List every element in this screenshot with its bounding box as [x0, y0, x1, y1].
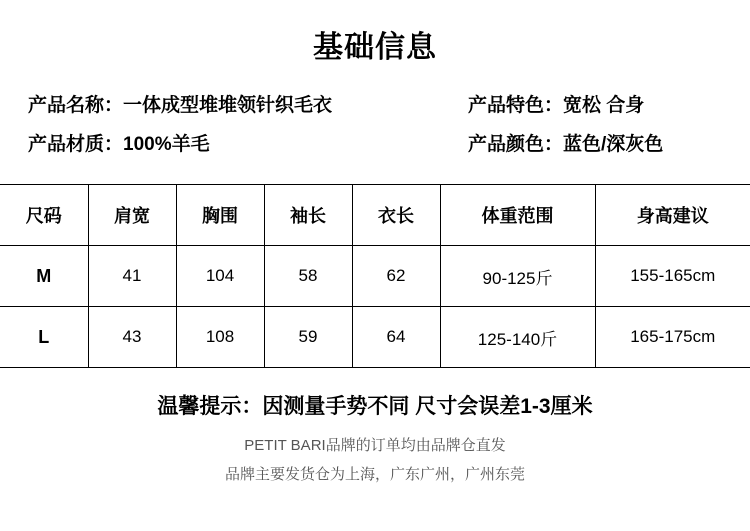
table-cell: 41: [88, 246, 176, 307]
basic-info-block: [0, 84, 750, 178]
table-cell: 59: [264, 307, 352, 368]
product-name-label: 产品名称：: [28, 95, 124, 116]
table-row: [0, 307, 750, 368]
table-header-cell: 身高建议: [595, 185, 750, 246]
table-header-cell: 胸围: [176, 185, 264, 246]
table-cell: 104: [176, 246, 264, 307]
info-row: [28, 129, 722, 156]
product-material-cell: [28, 129, 468, 156]
table-cell: 125-140斤: [440, 307, 595, 368]
shipping-note-warehouse: 品牌主要发货仓为上海，广东广州，广州东莞: [224, 466, 525, 483]
product-color-value: 蓝色/深灰色: [563, 134, 664, 155]
product-material-value: 100%羊毛: [123, 134, 210, 155]
table-cell: 155-165cm: [595, 246, 750, 307]
table-cell: 43: [88, 307, 176, 368]
product-name-cell: [28, 90, 468, 117]
table-cell: 90-125斤: [440, 246, 595, 307]
table-cell: M: [0, 246, 88, 307]
product-color-cell: [468, 129, 722, 156]
table-header-cell: 衣长: [352, 185, 440, 246]
table-cell: 62: [352, 246, 440, 307]
measurement-tip: 温馨提示：因测量手势不同 尺寸会误差1-3厘米: [157, 395, 593, 418]
table-header-cell: 袖长: [264, 185, 352, 246]
table-cell: 165-175cm: [595, 307, 750, 368]
info-row: [28, 90, 722, 117]
table-cell: 64: [352, 307, 440, 368]
table-header-cell: 体重范围: [440, 185, 595, 246]
table-cell: 108: [176, 307, 264, 368]
table-header-row: [0, 185, 750, 246]
product-feature-cell: [468, 90, 722, 117]
product-feature-label: 产品特色：: [468, 95, 564, 116]
product-name-value: 一体成型堆堆领针织毛衣: [123, 95, 333, 116]
product-feature-value: 宽松 合身: [563, 95, 645, 116]
table-header-cell: 尺码: [0, 185, 88, 246]
table-cell: L: [0, 307, 88, 368]
page-title: 基础信息: [313, 31, 437, 64]
table-cell: 58: [264, 246, 352, 307]
product-color-label: 产品颜色：: [468, 134, 564, 155]
size-table: [0, 184, 750, 368]
shipping-note-brand: PETIT BARI品牌的订单均由品牌仓直发: [244, 437, 506, 454]
table-row: [0, 246, 750, 307]
product-material-label: 产品材质：: [28, 134, 124, 155]
table-header-cell: 肩宽: [88, 185, 176, 246]
